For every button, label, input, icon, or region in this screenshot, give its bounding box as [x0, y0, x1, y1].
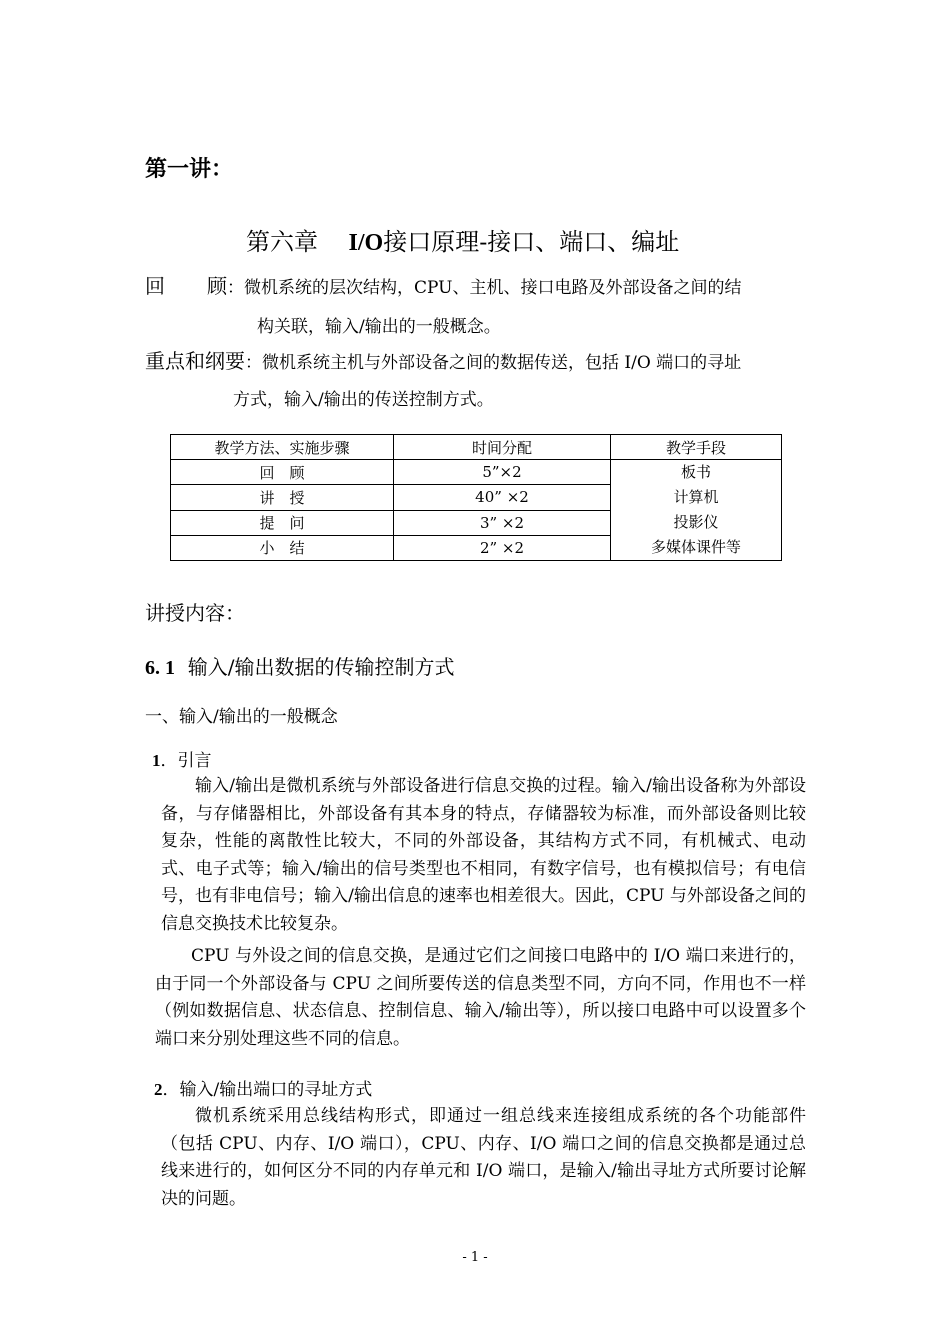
- review-label-a: 回: [145, 274, 165, 298]
- keypoints-text-2: 方式，输入/输出的传送控制方式。: [233, 390, 494, 410]
- lecture-title: 第一讲：: [145, 157, 234, 182]
- chapter-bold: I/O: [348, 230, 384, 256]
- page-number: - 1 -: [462, 1250, 488, 1265]
- table-cell-tools: [611, 460, 782, 561]
- table-cell-step: 提 问: [171, 510, 394, 535]
- table-row: [171, 460, 782, 485]
- table-cell-step: 回 顾: [171, 460, 394, 485]
- review-text-1: ：微机系统的层次结构，CPU、主机、接口电路及外部设备之间的结: [227, 278, 742, 298]
- table-header: 教学手段: [611, 435, 782, 460]
- item-title: ．输入/输出端口的寻址方式: [162, 1080, 373, 1100]
- section-title: [145, 651, 454, 680]
- subsection-title: 一、输入/输出的一般概念: [145, 707, 338, 727]
- chapter-rest: 接口原理-接口、端口、编址: [383, 228, 680, 256]
- paragraph: 输入/输出是微机系统与外部设备进行信息交换的过程。输入/输出设备称为外部设备，与存储器相比，外部设备有其本身的特点，存储器较为标准，而外部设备则比较复杂，性能的离散性比较大，不同的外部设备，其结构方式不同，有机械式、电动式、电子式等；输入/输出的信号类型也不相同，有数字信号，也有模拟信号；有电信号，也有非电信号；输入/输出信息的速率也相差很大。因此，CPU 与外部设备之间的信息交换技术比较复杂。: [161, 776, 806, 934]
- table-cell-time: 3” ×2: [394, 510, 611, 535]
- table-cell-step: 小 结: [171, 535, 394, 560]
- chapter-prefix: 第六章: [246, 228, 318, 256]
- tool-item: 投影仪: [673, 513, 719, 531]
- item-heading: [152, 746, 212, 771]
- chapter-heading: [246, 222, 679, 257]
- content-label: 讲授内容：: [145, 601, 245, 625]
- table-header: 教学方法、实施步骤: [171, 435, 394, 460]
- section-number: 6. 1: [145, 657, 175, 679]
- item-title: ．引言: [160, 751, 212, 771]
- tool-item: 计算机: [673, 488, 719, 506]
- section-title-text: 输入/输出数据的传输控制方式: [187, 655, 455, 679]
- paragraph: CPU 与外设之间的信息交换，是通过它们之间接口电路中的 I/O 端口来进行的，由于同一个外部设备与 CPU 之间所要传送的信息类型不同，方向不同，作用也不一样（例如数据信息、状态信息、控制信息、输入/输出等），所以接口电路中可以设置多个端口来分别处理这些不同的信息。: [155, 946, 806, 1049]
- table-header-row: [171, 435, 782, 460]
- keypoints-label: 重点和纲要: [145, 349, 245, 373]
- tool-item: 多媒体课件等: [650, 538, 741, 556]
- item-number: 2: [154, 1080, 163, 1099]
- paragraph: 微机系统采用总线结构形式，即通过一组总线来连接组成系统的各个功能部件（包括 CPU、内存、I/O 端口），CPU、内存、I/O 端口之间的信息交换都是通过总线来进行的，如何区分不同的内存单元和 I/O 端口，是输入/输出寻址方式所要讨论解决的问题。: [161, 1106, 806, 1209]
- table-header: 时间分配: [394, 435, 611, 460]
- table-cell-step: 讲 授: [171, 485, 394, 510]
- review-line1: [145, 270, 741, 299]
- table-cell-time: 40” ×2: [394, 485, 611, 510]
- tool-item: 板书: [680, 463, 711, 481]
- item-number: 1: [152, 751, 161, 770]
- review-text-2: 构关联，输入/输出的一般概念。: [257, 317, 501, 337]
- keypoints-text-1: ：微机系统主机与外部设备之间的数据传送，包括 I/O 端口的寻址: [245, 353, 742, 373]
- table-cell-time: 5”×2: [394, 460, 611, 485]
- table-cell-time: 2” ×2: [394, 535, 611, 560]
- keypoints-line1: [145, 345, 741, 374]
- review-label-b: 顾: [207, 274, 227, 298]
- teaching-plan-table: [170, 434, 782, 561]
- item-heading: [154, 1075, 372, 1100]
